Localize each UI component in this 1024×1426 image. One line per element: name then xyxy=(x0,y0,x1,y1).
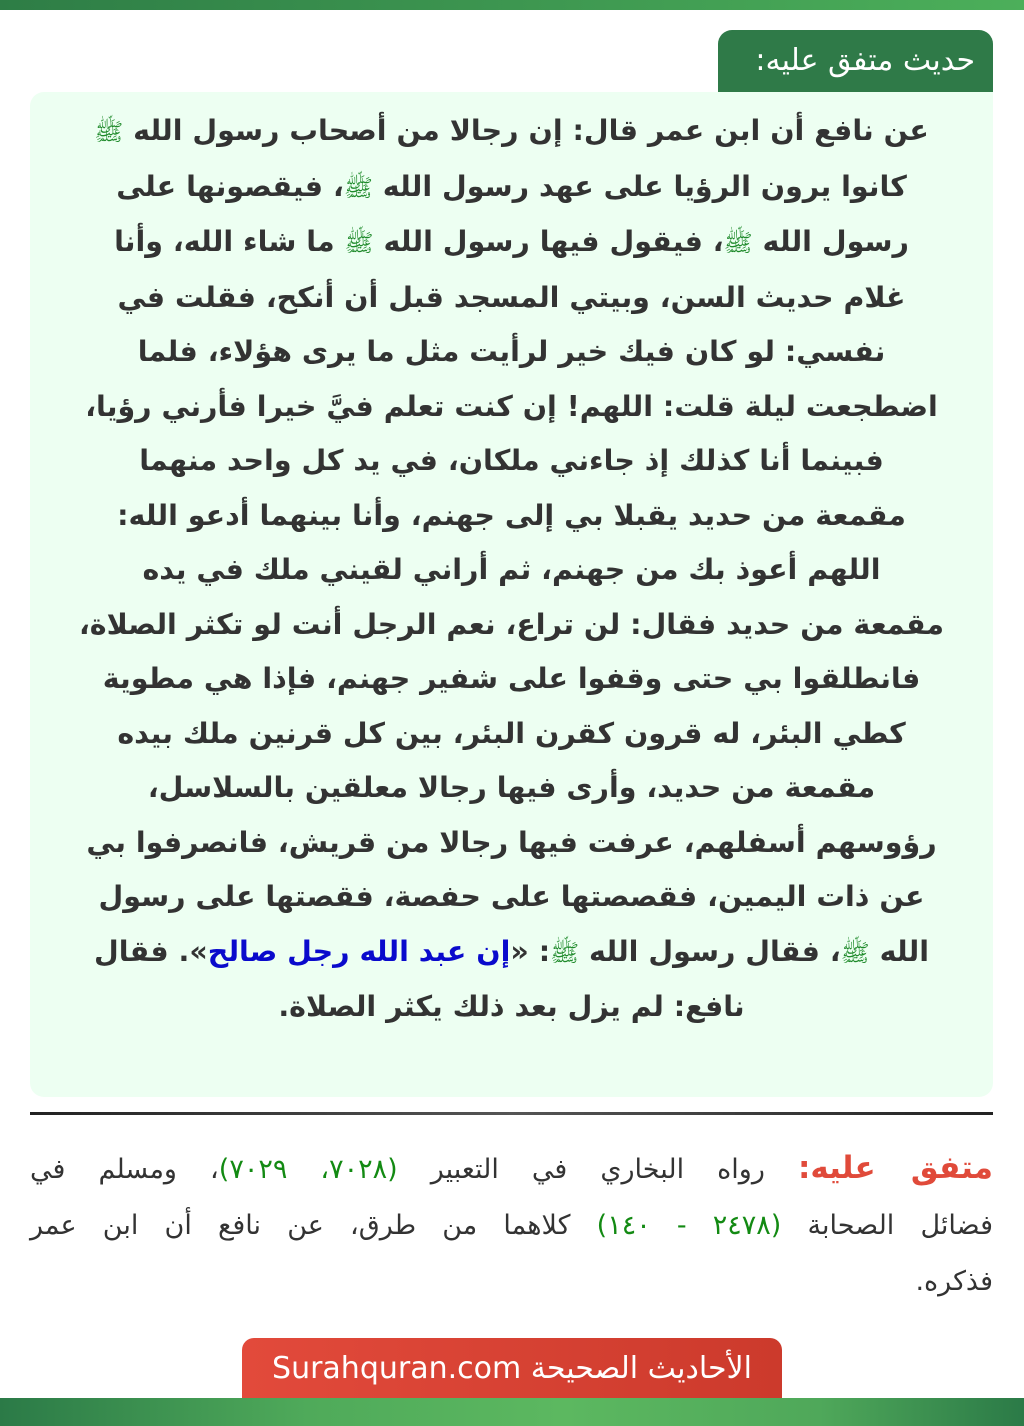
source-line-1 xyxy=(30,1140,993,1198)
hadith-line-8: مقمعة من حديد يقبلا بي إلى جهنم، وأنا بينهما أدعو الله: xyxy=(117,498,906,532)
hadith-line-16 xyxy=(48,925,975,981)
header-title: حديث متفق عليه: xyxy=(755,43,975,78)
site-badge[interactable] xyxy=(242,1338,782,1398)
text: رسول الله xyxy=(752,225,909,258)
site-badge-label: الأحاديث الصحيحة Surahquran.com xyxy=(272,1351,752,1386)
hadith-line-4: غلام حديث السن، وبيتي المسجد قبل أن أنكح، فقلت في xyxy=(117,280,906,314)
hadith-line-13: مقمعة من حديد، وأرى فيها رجالا معلقين بالسلاسل، xyxy=(147,771,876,804)
salawat-icon: ﷺ xyxy=(344,229,374,257)
salawat-icon: ﷺ xyxy=(343,173,373,202)
text: الله xyxy=(869,934,929,968)
text: : « xyxy=(510,934,551,968)
hadith-line-9: اللهم أعوذ بك من جهنم، ثم أراني لقيني ملك في يده xyxy=(142,553,881,586)
salawat-icon: ﷺ xyxy=(94,118,124,146)
prophet-quote: إن عبد الله رجل صالح xyxy=(207,934,511,968)
hadith-line-14: رؤوسهم أسفلهم، عرفت فيها رجالا من قريش، فانصرفوا بي xyxy=(86,825,937,859)
source-line-3: فذكره. xyxy=(915,1266,993,1297)
text: عن نافع أن ابن عمر قال: إن رجالا من أصحاب رسول الله xyxy=(123,114,929,147)
source-line-2 xyxy=(30,1198,993,1254)
hadith-line-1 xyxy=(48,104,975,160)
text: ، فيقول فيها رسول الله xyxy=(373,225,724,258)
text: ، ومسلم في xyxy=(30,1154,219,1185)
salawat-icon: ﷺ xyxy=(723,229,753,257)
hadith-line-12: كطي البئر، له قرون كقرن البئر، بين كل قرنين ملك بيده xyxy=(117,716,906,750)
source-label: متفق عليه: xyxy=(797,1150,993,1186)
hadith-line-11: فانطلقوا بي حتى وقفوا على شفير جهنم، فإذا هي مطوية xyxy=(102,662,921,695)
salawat-icon: ﷺ xyxy=(840,938,870,967)
hadith-line-10: مقمعة من حديد فقال: لن تراع، نعم الرجل أنت لو تكثر الصلاة، xyxy=(78,607,945,641)
text: رواه البخاري في التعبير xyxy=(397,1154,798,1185)
hadith-line-2 xyxy=(48,160,975,216)
text: ». فقال xyxy=(94,934,208,968)
hadith-line-5: نفسي: لو كان فيك خير لرأيت مثل ما يرى هؤلاء، فلما xyxy=(137,335,886,368)
text: كانوا يرون الرؤيا على عهد رسول الله xyxy=(372,169,907,203)
text: فضائل الصحابة xyxy=(781,1210,993,1241)
text: ، فيقصونها على xyxy=(116,169,344,203)
text: ، فقال رسول الله xyxy=(579,934,841,968)
section-divider xyxy=(30,1112,993,1115)
salawat-icon: ﷺ xyxy=(550,938,580,967)
hadith-line-17: نافع: لم يزل بعد ذلك يكثر الصلاة. xyxy=(278,990,745,1023)
hadith-line-3 xyxy=(48,215,975,271)
hadith-line-15: عن ذات اليمين، فقصصتها على حفصة، فقصتها على رسول xyxy=(98,880,925,913)
hadith-line-6: اضطجعت ليلة قلت: اللهم! إن كنت تعلم فيَّ خيرا فأرني رؤيا، xyxy=(85,389,938,423)
top-decorative-bar xyxy=(0,0,1024,10)
source-reference: (٢٤٧٨ - ١٤٠) xyxy=(596,1210,782,1241)
text: ما شاء الله، وأنا xyxy=(114,225,345,258)
hadith-source xyxy=(30,1140,993,1310)
hadith-type-header xyxy=(718,30,993,92)
hadith-text-box xyxy=(30,92,993,1097)
bottom-decorative-bar xyxy=(0,1398,1024,1426)
text: كلاهما من طرق، عن نافع أن ابن عمر xyxy=(30,1210,597,1241)
source-reference: (٧٠٢٨، ٧٠٢٩) xyxy=(218,1154,398,1185)
hadith-body xyxy=(48,104,975,1035)
hadith-line-7: فبينما أنا كذلك إذ جاءني ملكان، في يد كل واحد منهما xyxy=(139,444,884,477)
